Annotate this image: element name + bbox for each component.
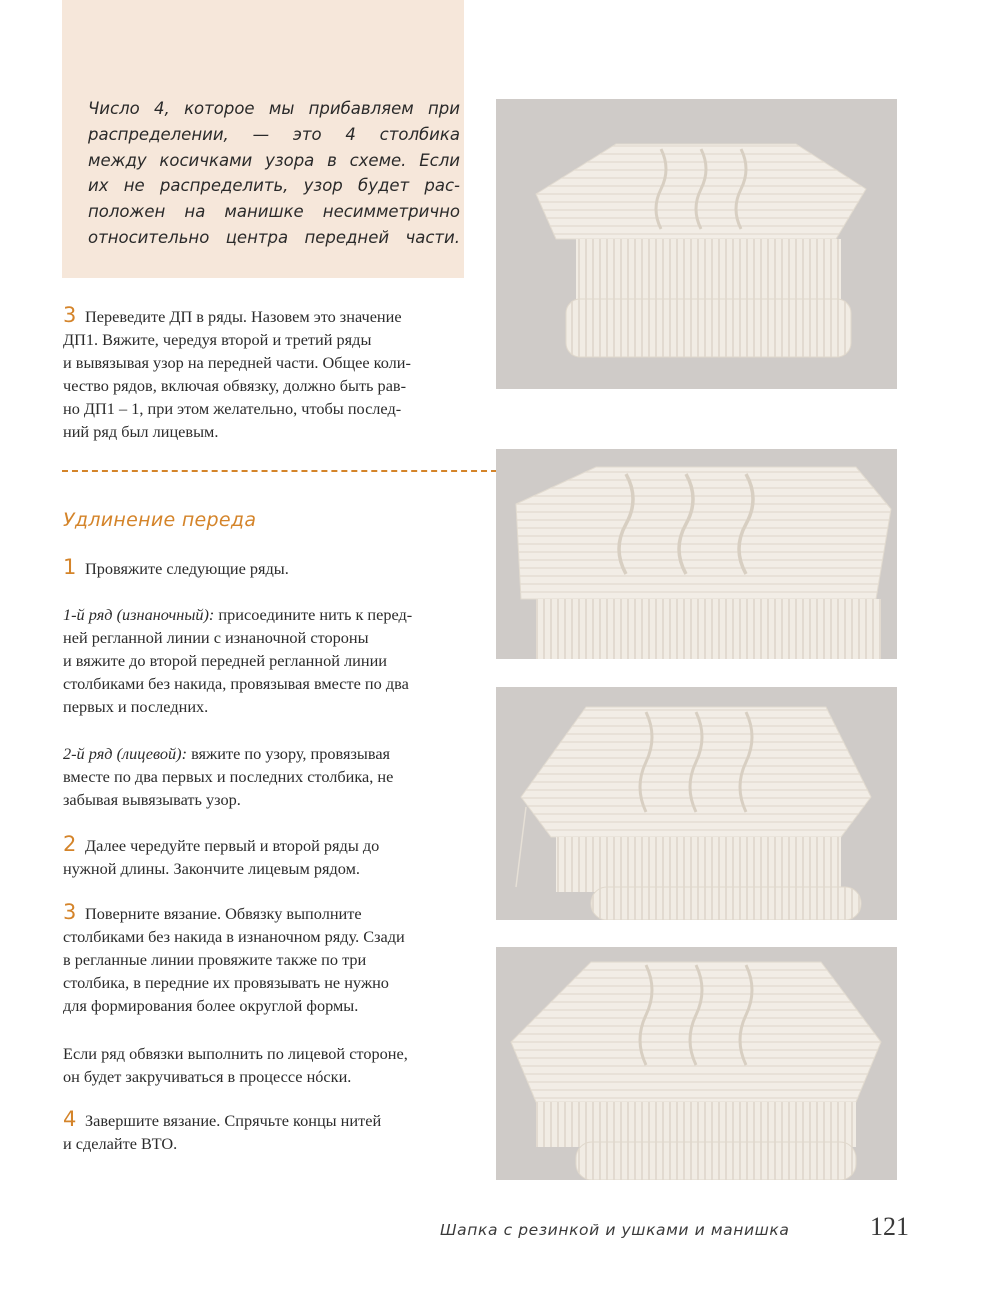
text-line: и вывязывая узор на передней части. Общее коли-: [63, 353, 411, 372]
dashed-divider: [62, 470, 497, 472]
step-2-paragraph: [63, 834, 463, 880]
text-line: Поверните вязание. Обвязку выполните: [85, 904, 362, 923]
text-line: чество рядов, включая обвязку, должно быть рав-: [63, 376, 407, 395]
text-line: Далее чередуйте первый и второй ряды до: [85, 836, 380, 855]
step-number: 3: [63, 900, 77, 924]
knit-photo-4: [496, 947, 897, 1180]
tip-line: распределении, — это 4 столбика: [88, 124, 460, 144]
text-line: он будет закручиваться в процессе нóски.: [63, 1067, 352, 1086]
step-number: 2: [63, 832, 77, 856]
step-3-paragraph: [63, 902, 463, 1017]
row-label: 2-й ряд (лицевой):: [63, 744, 187, 763]
text-line: первых и последних.: [63, 697, 209, 716]
text-line: столбика, в передние их провязывать не нужно: [63, 973, 389, 992]
tip-line: их не распределить, узор будет рас-: [88, 176, 460, 196]
text-line: ний ряд был лицевым.: [63, 422, 219, 441]
text-line: столбиками без накида в изнаночном ряду. Сзади: [63, 927, 405, 946]
step-number: 4: [63, 1107, 77, 1131]
text-line: ней регланной линии с изнаночной стороны: [63, 628, 369, 647]
section-heading: Удлинение переда: [63, 509, 257, 531]
knit-photo-2: [496, 449, 897, 659]
text-line: ДП1. Вяжите, чередуя второй и третий ряды: [63, 330, 372, 349]
text-line: столбиками без накида, провязывая вместе по два: [63, 674, 409, 693]
text-line: и вяжите до второй передней регланной линии: [63, 651, 387, 670]
tip-line: относительно центра передней части.: [88, 227, 460, 247]
text-line: Провяжите следующие ряды.: [85, 559, 289, 578]
text-line: присоедините нить к перед-: [214, 605, 413, 624]
page-number: 121: [870, 1212, 909, 1241]
tip-text: [88, 96, 460, 251]
tip-line: положен на манишке несимметрично: [88, 202, 460, 222]
tip-line: между косичками узора в схеме. Если: [88, 150, 460, 170]
text-line: но ДП1 – 1, при этом желательно, чтобы послед-: [63, 399, 402, 418]
step-number: 1: [63, 555, 77, 579]
row-1-paragraph: [63, 603, 463, 718]
tip-line: Число 4, которое мы прибавляем при: [88, 99, 460, 118]
running-footer-title: Шапка с резинкой и ушками и манишка: [440, 1221, 790, 1239]
row-label: 1-й ряд (изнаночный):: [63, 605, 215, 624]
text-line: нужной длины. Закончите лицевым рядом.: [63, 859, 360, 878]
knit-photo-3: [496, 687, 897, 920]
text-line: Завершите вязание. Спрячьте концы нитей: [85, 1111, 382, 1130]
step-4-paragraph: [63, 1109, 463, 1155]
text-line: забывая вывязывать узор.: [63, 790, 241, 809]
step-3-convert-paragraph: [63, 305, 463, 443]
text-line: Переведите ДП в ряды. Назовем это значение: [85, 307, 402, 326]
step-number: 3: [63, 303, 77, 327]
text-line: Если ряд обвязки выполнить по лицевой стороне,: [63, 1044, 408, 1063]
text-line: в регланные линии провяжите также по три: [63, 950, 367, 969]
text-line: вместе по два первых и последних столбика, не: [63, 767, 394, 786]
text-line: вяжите по узору, провязывая: [187, 744, 391, 763]
row-2-paragraph: [63, 742, 463, 811]
knit-photo-1: [496, 99, 897, 389]
edging-note-paragraph: [63, 1042, 463, 1088]
step-1-paragraph: [63, 557, 463, 580]
text-line: и сделайте ВТО.: [63, 1134, 178, 1153]
text-line: для формирования более округлой формы.: [63, 996, 359, 1015]
